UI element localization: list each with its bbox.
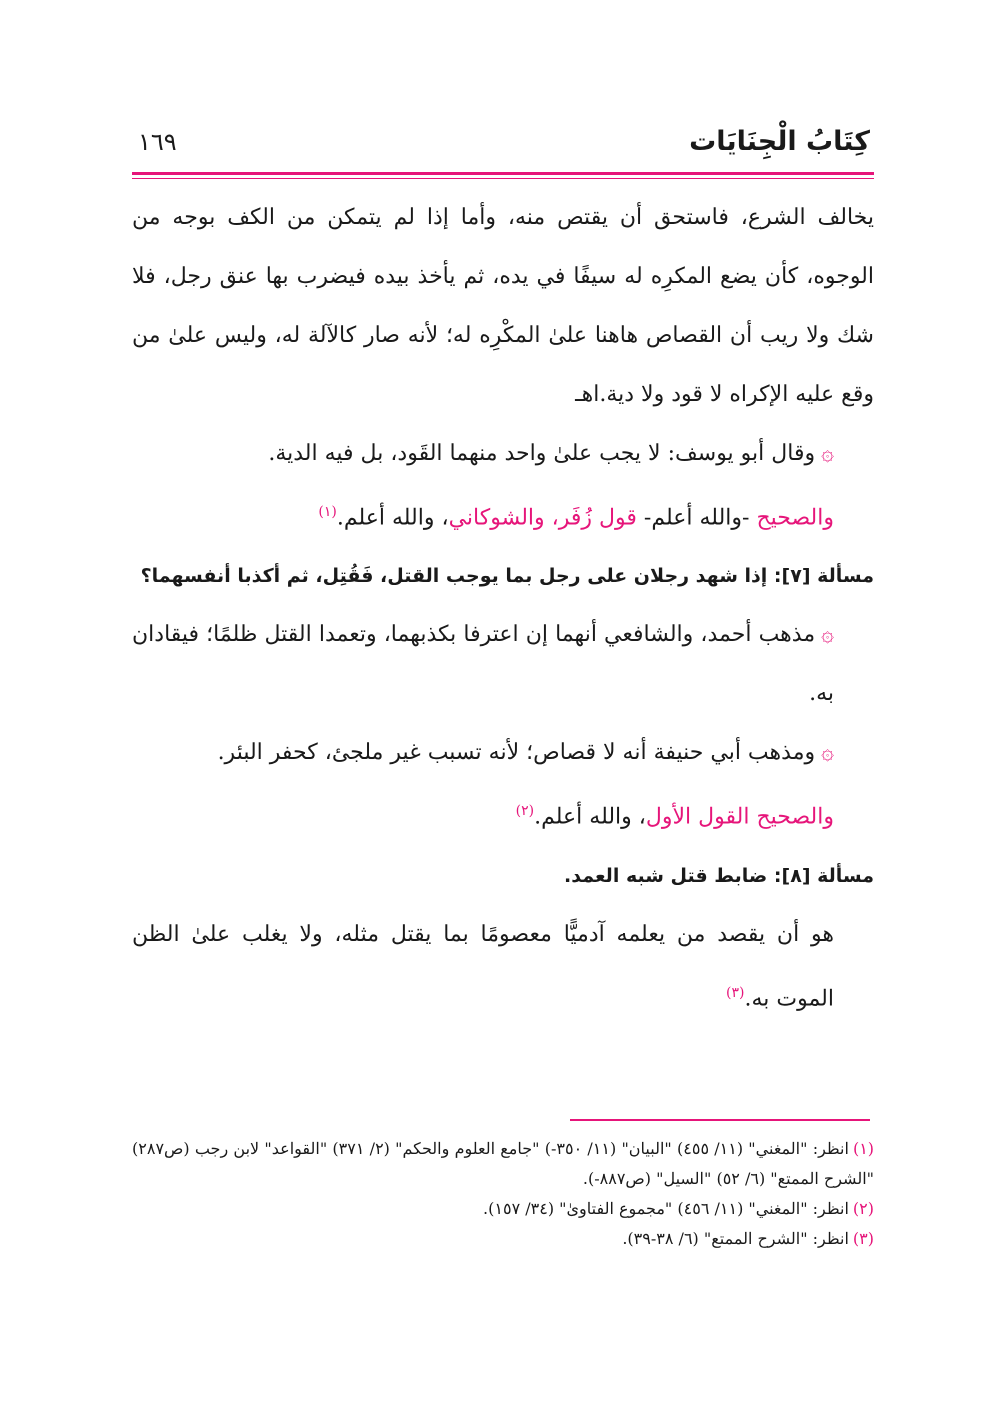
line: الموت به. — [744, 985, 834, 1011]
footnote-3 — [132, 1224, 874, 1254]
footnote-ref: (٢) — [515, 803, 535, 820]
book-title: كِتَابُ الْجِنَايَات — [689, 126, 870, 157]
masala-8-heading — [132, 847, 874, 905]
paragraph-3 — [132, 483, 874, 547]
line: يخالف الشرع، فاستحق أن يقتص منه، وأما إذا لم يتمكن من الكف بوجه من — [132, 205, 874, 230]
masala-7-heading — [132, 547, 874, 605]
highlight-text: والصحيح القول الأول — [645, 804, 834, 830]
page-number: ١٦٩ — [138, 128, 177, 156]
flower-ornament-icon: ۞ — [821, 622, 834, 648]
flower-ornament-icon: ۞ — [821, 441, 834, 466]
paragraph-text: ، والله أعلم. — [336, 505, 449, 531]
flower-ornament-icon: ۞ — [821, 740, 834, 766]
footnote-ref: (١) — [318, 504, 337, 520]
masala-text: ضابط قتل شبه العمد. — [564, 864, 768, 887]
footnote-1 — [132, 1134, 874, 1194]
masala-label: مسألة [٨]: — [773, 864, 874, 887]
paragraph-6 — [132, 782, 874, 846]
footnote-number: (٢) — [852, 1199, 874, 1218]
highlight-text: قول زُفَر، والشوكاني — [448, 505, 637, 531]
paragraph-4 — [132, 605, 874, 723]
paragraph-2 — [132, 424, 874, 483]
paragraph-7 — [132, 905, 874, 1028]
masala-label: مسألة [٧]: — [773, 565, 874, 588]
line: مذهب أحمد، والشافعي أنهما إن اعترفا بكذبهما، وتعمدا القتل ظلمًا؛ — [206, 622, 816, 648]
footnote-number: (١) — [852, 1139, 875, 1158]
paragraph-5 — [132, 723, 874, 782]
running-header — [138, 118, 870, 176]
paragraph-1 — [132, 188, 874, 424]
footnote-text: لابن رجب (ص٢٨٧) "الشرح الممتع" (٦/ ٥٢) "السيل" (ص٨٨٧-). — [132, 1139, 874, 1188]
highlight-text: والصحيح — [756, 505, 834, 531]
footnote-separator — [570, 1119, 870, 1121]
masala-text: إذا شهد رجلان على رجل بما يوجب القتل، فَقُتِل، ثم أكذبا — [237, 565, 768, 588]
main-text — [132, 188, 874, 1028]
header-rule-thin — [132, 178, 874, 179]
header-rule-thick — [132, 172, 874, 175]
footnote-number: (٣) — [852, 1229, 874, 1248]
paragraph-text: -والله أعلم- — [636, 505, 757, 531]
line: علىٰ من وقع عليه الإكراه لا قود ولا دية.اهـ — [132, 323, 874, 407]
line: فلا شك ولا ريب أن القصاص هاهنا علىٰ المكْرِه له؛ لأنه صار كالآلة له، وليس — [132, 264, 874, 348]
line: هو أن يقصد من يعلمه آدميًّا معصومًا بما يقتل مثله، ولا يغلب علىٰ الظن — [132, 921, 834, 947]
footnote-ref: (٣) — [726, 984, 745, 1001]
footnote-text: انظر: "الشرح الممتع" (٦/ ٣٨-٣٩). — [622, 1229, 849, 1248]
paragraph-text: ، والله أعلم. — [534, 804, 646, 830]
paragraph-text: وقال أبو يوسف: لا يجب علىٰ واحد منهما القَود، بل فيه الدية. — [268, 441, 816, 466]
footnotes — [132, 1134, 874, 1254]
footnote-2 — [132, 1194, 874, 1224]
line: فيقادان به. — [132, 622, 834, 707]
paragraph-text: ومذهب أبي حنيفة أنه لا قصاص؛ لأنه تسبب غير ملجئ، كحفر البئر. — [217, 740, 816, 766]
footnote-text: انظر: "المغني" (١١/ ٤٥٥) "البيان" (١١/ ٣٥٠-) "جامع العلوم والحكم" (٢/ ٣٧١) "القواعد" — [264, 1139, 849, 1158]
masala-text: أنفسهما؟ — [140, 565, 231, 588]
footnote-text: انظر: "المغني" (١١/ ٤٥٦) "مجموع الفتاوىٰ" (٣٤/ ١٥٧). — [483, 1199, 849, 1218]
line: الوجوه، كأن يضع المكرِه له سيفًا في يده، ثم يأخذ بيده فيضرب بها عنق رجل، — [163, 264, 874, 289]
